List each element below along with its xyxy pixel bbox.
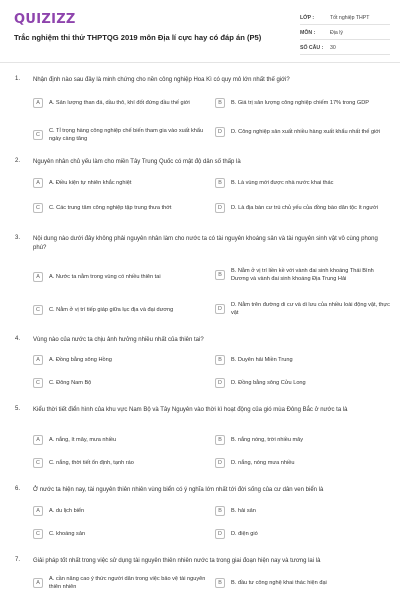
option-c[interactable] — [33, 458, 209, 468]
meta-label: MÔN : — [300, 30, 316, 36]
option-a[interactable] — [33, 435, 209, 445]
option-text: D. nắng, nóng mưa nhiều — [231, 460, 295, 466]
option-c[interactable] — [33, 378, 209, 388]
option-c[interactable] — [33, 305, 209, 315]
option-c[interactable] — [33, 127, 209, 143]
page-title: Trắc nghiệm thi thử THPTQG 2019 môn Địa lí cực hay có đáp án (P5) — [14, 33, 262, 42]
option-letter-badge: B — [215, 578, 225, 588]
option-text: D. điện gió — [231, 531, 258, 537]
option-letter-badge: A — [33, 578, 43, 588]
question-number: 6. — [15, 486, 21, 492]
option-c[interactable] — [33, 203, 209, 213]
option-text: A. Điều kiện tự nhiên khắc nghiệt — [49, 180, 132, 186]
option-d[interactable] — [215, 529, 393, 539]
option-a[interactable] — [33, 98, 209, 108]
option-letter-badge: A — [33, 98, 43, 108]
option-letter-badge: D — [215, 203, 225, 213]
option-a[interactable] — [33, 355, 209, 365]
question-text: Nội dung nào dưới đây không phải nguyên nhân làm cho nước ta có tài nguyên khoáng sản và tài nguyên sinh vật vô cùng phong phú? — [33, 236, 378, 251]
option-d[interactable] — [215, 301, 393, 317]
option-text: B. hải sản — [231, 508, 256, 514]
header — [0, 0, 400, 62]
option-letter-badge: B — [215, 98, 225, 108]
option-text: B. Giá trị sản lượng công nghiệp chiếm 17% trong GDP — [231, 100, 370, 106]
option-text: D. Đồng bằng sông Cửu Long — [231, 380, 306, 386]
header-divider — [0, 62, 400, 63]
meta-value: 30 — [330, 45, 336, 51]
option-letter-badge: C — [33, 305, 43, 315]
option-letter-badge: A — [33, 506, 43, 516]
option-letter-badge: A — [33, 435, 43, 445]
meta-count-row — [300, 42, 390, 55]
option-letter-badge: C — [33, 130, 43, 140]
option-letter-badge: B — [215, 178, 225, 188]
option-letter-badge: C — [33, 378, 43, 388]
option-letter-badge: D — [215, 378, 225, 388]
option-text: A. Nước ta nằm trong vùng có nhiều thiên tai — [49, 274, 161, 280]
option-b[interactable] — [215, 178, 393, 188]
option-d[interactable] — [215, 378, 393, 388]
option-letter-badge: D — [215, 304, 225, 314]
option-a[interactable] — [33, 178, 209, 188]
option-text: A. Đồng bằng sông Hồng — [49, 357, 112, 363]
option-letter-badge: D — [215, 458, 225, 468]
option-text: C. nắng, thời tiết ổn định, tạnh ráo — [49, 460, 134, 466]
option-letter-badge: B — [215, 506, 225, 516]
option-a[interactable] — [33, 506, 209, 516]
meta-class-row — [300, 12, 390, 25]
option-letter-badge: A — [33, 272, 43, 282]
question-number: 3. — [15, 235, 21, 241]
meta-subject-row — [300, 27, 390, 40]
question-text: Kiểu thời tiết điển hình của khu vực Nam Bộ và Tây Nguyên vào thời kì hoạt động của gió mùa Đông Bắc ở nước ta là — [33, 407, 348, 413]
option-b[interactable] — [215, 435, 393, 445]
option-d[interactable] — [215, 127, 393, 137]
option-text: B. Nằm ở vị trí liền kề với vành đai sinh khoáng Thái Bình Dương và vành đai sinh khoáng Địa Trung Hải — [231, 268, 374, 282]
meta-value: Địa lý — [330, 30, 343, 36]
option-text: B. Là vùng mới được nhà nước khai thác — [231, 180, 334, 186]
option-letter-badge: D — [215, 127, 225, 137]
option-letter-badge: C — [33, 458, 43, 468]
question-number: 5. — [15, 406, 21, 412]
option-text: B. Duyên hải Miền Trung — [231, 357, 293, 363]
option-letter-badge: A — [33, 355, 43, 365]
option-d[interactable] — [215, 458, 393, 468]
option-text: C. Đông Nam Bộ — [49, 380, 92, 386]
option-text: D. Nằm trên đường di cư và di lưu của nhiều loài động vật, thực vật — [231, 302, 390, 316]
option-text: A. Sản lượng than đá, dầu thô, khí đốt đứng đầu thế giới — [49, 100, 190, 106]
option-text: C. khoáng sản — [49, 531, 86, 537]
option-b[interactable] — [215, 355, 393, 365]
question-text: Nguyên nhân chủ yếu làm cho miền Tây Trung Quốc có mật độ dân số thấp là — [33, 159, 241, 165]
option-d[interactable] — [215, 203, 393, 213]
question-number: 1. — [15, 76, 21, 82]
option-text: D. Công nghiệp sản xuất nhiều hàng xuất khẩu nhất thế giới — [231, 129, 381, 135]
question-number: 4. — [15, 336, 21, 342]
option-text: A. cần nâng cao ý thức người dân trong việc bảo vệ tài nguyên thiên nhiên — [49, 576, 206, 590]
option-letter-badge: C — [33, 529, 43, 539]
option-letter-badge: B — [215, 435, 225, 445]
meta-label: LỚP : — [300, 15, 315, 21]
meta-label: SỐ CÂU : — [300, 45, 324, 51]
meta-value: Tốt nghiệp THPT — [330, 15, 370, 21]
quizizz-logo[interactable]: QUIZIZZ — [14, 12, 76, 27]
option-letter-badge: C — [33, 203, 43, 213]
option-a[interactable] — [33, 272, 209, 282]
option-text: B. nắng nóng, trời nhiều mây — [231, 437, 304, 443]
question-number: 7. — [15, 557, 21, 563]
option-b[interactable] — [215, 506, 393, 516]
option-c[interactable] — [33, 529, 209, 539]
option-text: A. nắng, ít mây, mưa nhiều — [49, 437, 117, 443]
option-text: A. du lịch biển — [49, 508, 85, 514]
question-text: Giải pháp tốt nhất trong việc sử dụng tài nguyên thiên nhiên nước ta trong giai đoạn hiện nay và tương lai là — [33, 558, 321, 564]
option-letter-badge: A — [33, 178, 43, 188]
option-text: C. Các trung tâm công nghiệp tập trung thưa thớt — [49, 205, 172, 211]
question-text: Nhận định nào sau đây là minh chứng cho nền công nghiệp Hoa Kì có quy mô lớn nhất thế giới? — [33, 77, 290, 83]
option-a[interactable] — [33, 575, 209, 591]
option-b[interactable] — [215, 98, 393, 108]
option-text: C. Tỉ trọng hàng công nghiệp chế biến tham gia vào xuất khẩu ngày càng tăng — [49, 128, 204, 142]
question-number: 2. — [15, 158, 21, 164]
option-letter-badge: B — [215, 270, 225, 280]
option-text: D. Là địa bàn cư trú chủ yếu của đồng bào dân tộc ít người — [231, 205, 379, 211]
option-text: B. đầu tư công nghệ khai thác hiện đại — [231, 580, 327, 586]
question-text: Ở nước ta hiện nay, tài nguyên thiên nhiên vùng biển có ý nghĩa lớn nhất tới đời sống của cư dân ven biển là — [33, 487, 324, 493]
option-letter-badge: D — [215, 529, 225, 539]
option-letter-badge: B — [215, 355, 225, 365]
option-text: C. Nằm ở vị trí tiếp giáp giữa lục địa và đại dương — [49, 307, 174, 313]
quiz-meta — [300, 12, 390, 57]
question-text: Vùng nào của nước ta chịu ảnh hưởng nhiều nhất của thiên tai? — [33, 337, 204, 343]
option-b[interactable] — [215, 267, 393, 283]
option-b[interactable] — [215, 578, 393, 588]
